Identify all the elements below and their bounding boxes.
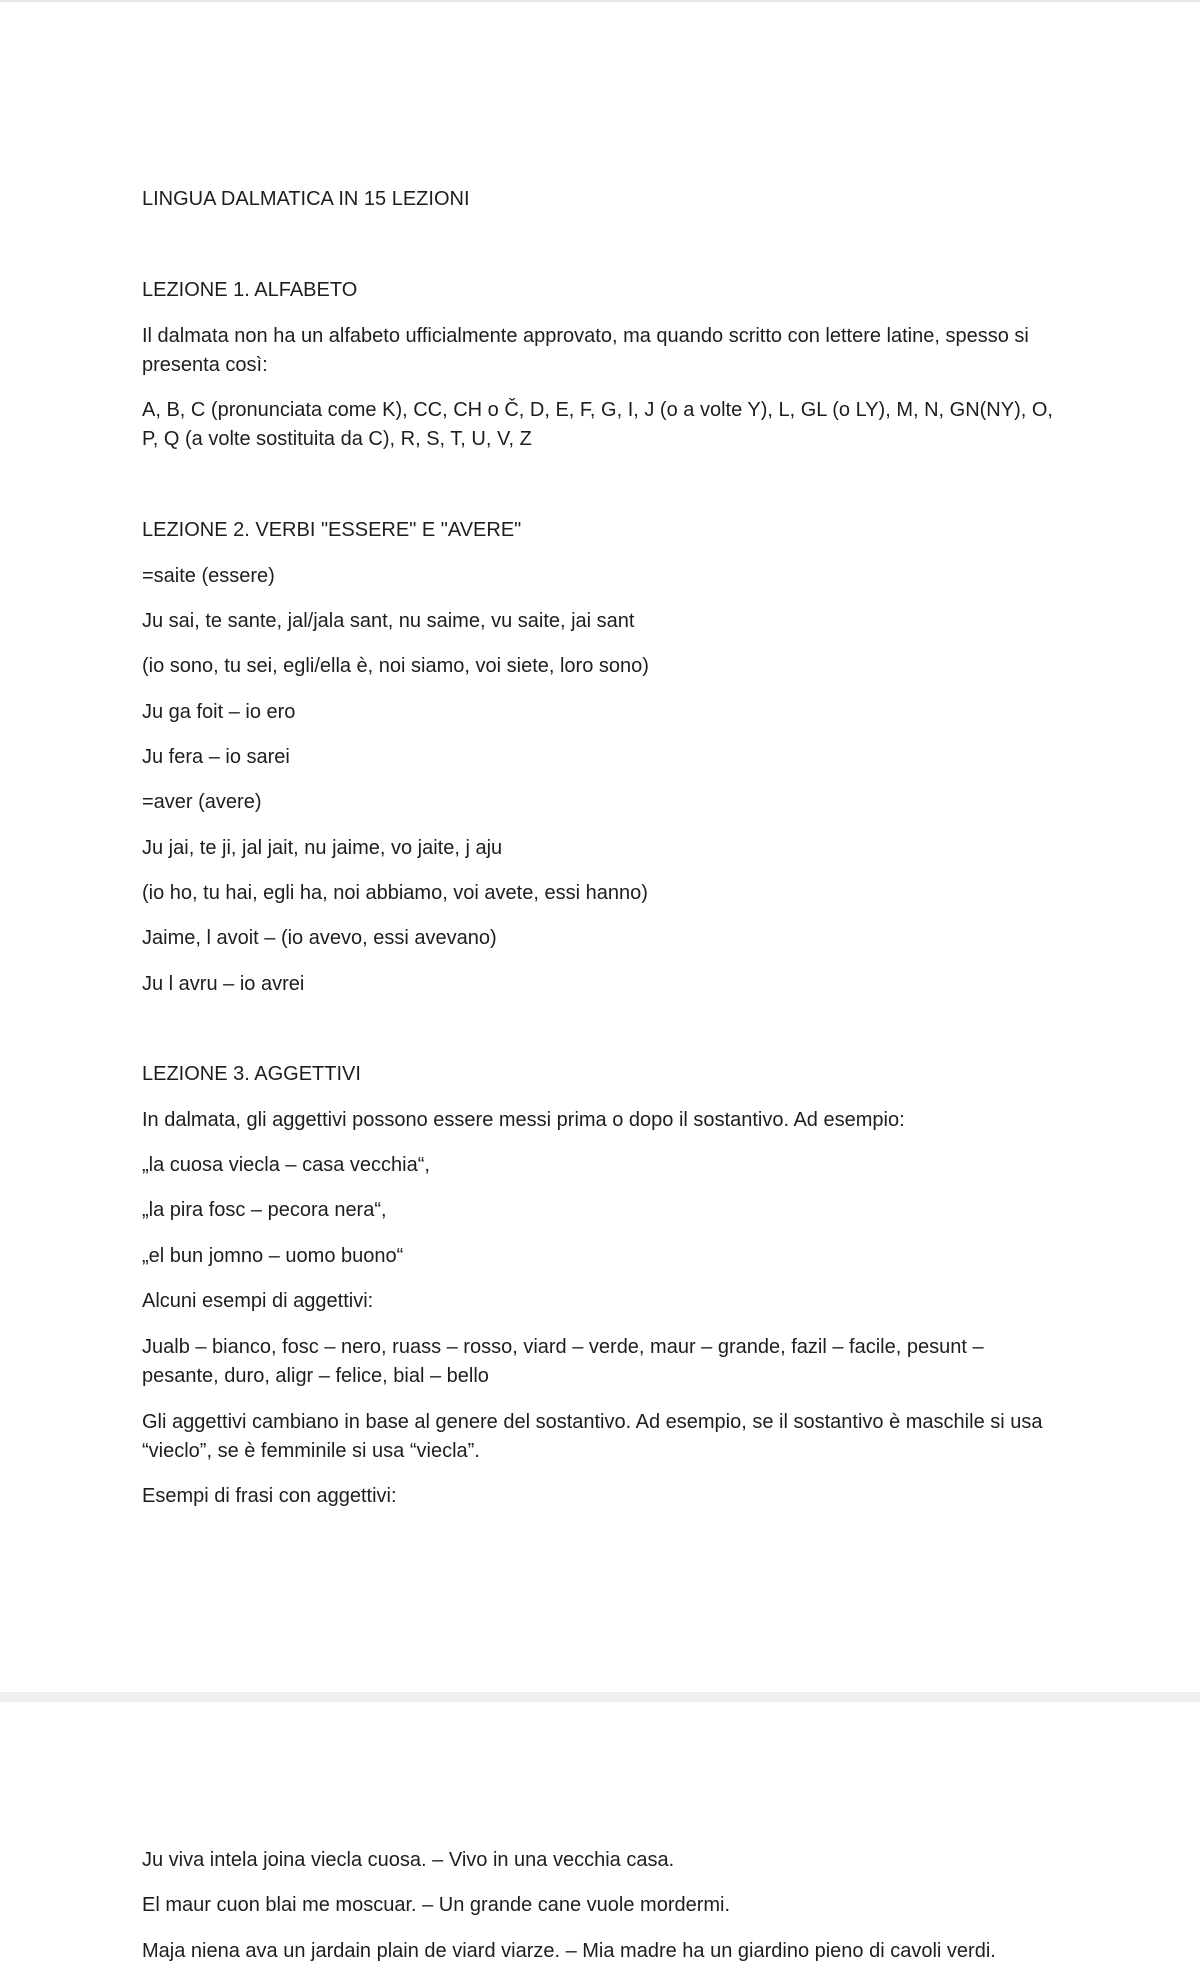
sentences-heading: Esempi di frasi con aggettivi:: [142, 1485, 397, 1507]
verb-line: Ju l avru – io avrei: [142, 973, 305, 995]
alphabet-list: A, B, C (pronunciata come K), CC, CH o Č, D, E, F, G, I, J (o a volte Y), L, GL (o LY), M, N, GN(NY), O, P, Q (a volte sostituita da C), R, S, T, U, V, Z: [142, 399, 1053, 450]
lesson-1-heading: LEZIONE 1. ALFABETO: [142, 279, 358, 301]
verb-line: =aver (avere): [142, 791, 262, 813]
adjective-list: Jualb – bianco, fosc – nero, ruass – rosso, viard – verde, maur – grande, fazil – facile, pesunt – pesante, duro, aligr – felice, bial – bello: [142, 1336, 984, 1387]
example-sentence: Ju viva intela joina viecla cuosa. – Vivo in una vecchia casa.: [142, 1849, 675, 1871]
page-break: [0, 1692, 1200, 1702]
verb-line: =saite (essere): [142, 565, 275, 587]
verb-line: Ju fera – io sarei: [142, 746, 290, 768]
document-title: LINGUA DALMATICA IN 15 LEZIONI: [142, 188, 470, 210]
verb-line: (io ho, tu hai, egli ha, noi abbiamo, voi avete, essi hanno): [142, 882, 648, 904]
adjective-list-heading: Alcuni esempi di aggettivi:: [142, 1290, 374, 1312]
verb-line: Ju sai, te sante, jal/jala sant, nu saime, vu saite, jai sant: [142, 610, 635, 632]
verb-line: Ju jai, te ji, jal jait, nu jaime, vo jaite, j aju: [142, 837, 503, 859]
adjective-example: „el bun jomno – uomo buono“: [142, 1245, 404, 1267]
adjective-example: „la pira fosc – pecora nera“,: [142, 1199, 387, 1221]
lesson-1-paragraph: Il dalmata non ha un alfabeto ufficialmente approvato, ma quando scritto con lettere latine, spesso si presenta così:: [142, 325, 1029, 376]
page-2: [0, 1702, 1200, 1972]
example-sentence: El maur cuon blai me moscuar. – Un grande cane vuole mordermi.: [142, 1894, 731, 1916]
lesson-3-heading: LEZIONE 3. AGGETTIVI: [142, 1063, 361, 1085]
verb-line: (io sono, tu sei, egli/ella è, noi siamo, voi siete, loro sono): [142, 655, 649, 677]
verb-line: Jaime, l avoit – (io avevo, essi avevano): [142, 927, 497, 949]
lesson-2-heading: LEZIONE 2. VERBI "ESSERE" E "AVERE": [142, 519, 522, 541]
verb-line: Ju ga foit – io ero: [142, 701, 296, 723]
adjective-example: „la cuosa viecla – casa vecchia“,: [142, 1154, 430, 1176]
example-sentence: Maja niena ava un jardain plain de viard viarze. – Mia madre ha un giardino pieno di cavoli verdi.: [142, 1940, 996, 1962]
lesson-3-intro: In dalmata, gli aggettivi possono essere messi prima o dopo il sostantivo. Ad esempio:: [142, 1109, 905, 1131]
gender-note: Gli aggettivi cambiano in base al genere del sostantivo. Ad esempio, se il sostantivo è maschile si usa “vieclo”, se è femminile si usa “viecla”.: [142, 1411, 1043, 1462]
